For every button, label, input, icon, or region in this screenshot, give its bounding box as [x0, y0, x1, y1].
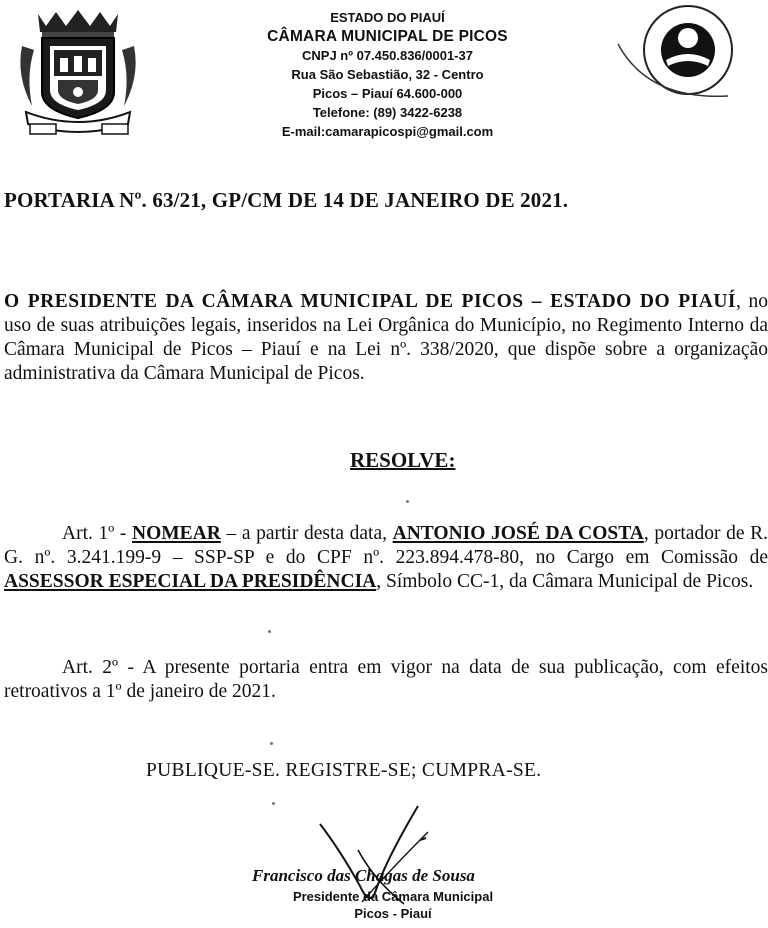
article-1-verb: NOMEAR: [132, 523, 221, 544]
chamber-seal-icon: [608, 4, 758, 104]
signatory-place: Picos - Piauí: [354, 906, 432, 921]
preamble-authority: O PRESIDENTE DA CÂMARA MUNICIPAL DE PICOS – ESTADO DO PIAUÍ: [4, 291, 737, 312]
document-title: PORTARIA Nº. 63/21, GP/CM DE 14 DE JANEIRO DE 2021.: [4, 188, 569, 212]
article-1-text-2: , portador de R. G. nº. 3.241.199-9 – SSP-SP e do CPF nº. 223.894.478-80, no Cargo em Comissão de: [4, 523, 768, 568]
article-1-prefix: Art. 1º -: [62, 523, 133, 544]
preamble-paragraph: [4, 290, 768, 386]
appointed-role: ASSESSOR ESPECIAL DA PRESIDÊNCIA: [4, 571, 377, 592]
phone-line: Telefone: (89) 3422-6238: [312, 105, 463, 120]
signatory-name: Francisco das Chagas de Sousa: [252, 866, 475, 885]
article-1-text-3: , Símbolo CC-1, da Câmara Municipal de Picos.: [376, 571, 754, 592]
appointee-name: ANTONIO JOSÉ DA COSTA: [392, 523, 644, 544]
signatory-title: Presidente da Câmara Municipal: [292, 889, 494, 904]
article-1-text-1: – a partir desta data,: [220, 523, 393, 544]
cnpj-line: CNPJ nº 07.450.836/0001-37: [302, 48, 473, 63]
article-1: [4, 522, 768, 594]
signatory-role: [262, 888, 524, 922]
address-line: Rua São Sebastião, 32 - Centro: [291, 67, 484, 82]
closing-formula: PUBLIQUE-SE. REGISTRE-SE; CUMPRA-SE.: [146, 760, 542, 781]
preamble-text: , no uso de suas atribuições legais, inseridos na Lei Orgânica do Município, no Regimento Interno da Câmara Municipal de Picos – Piauí e na Lei nº. 338/2020, que dispõe sobre a organização administrativa da Câmara Municipal de Picos.: [4, 291, 768, 384]
state-name: ESTADO DO PIAUÍ: [330, 10, 445, 25]
resolve-heading: RESOLVE:: [350, 448, 456, 472]
email-line: E-mail:camarapicospi@gmail.com: [281, 124, 494, 139]
chamber-name: CÂMARA MUNICIPAL DE PICOS: [267, 28, 508, 45]
article-2: [4, 656, 768, 704]
city-line: Picos – Piauí 64.600-000: [312, 86, 463, 101]
article-2-text: Art. 2º - A presente portaria entra em vigor na data de sua publicação, com efeitos retroativos a 1º de janeiro de 2021.: [4, 657, 768, 702]
letterhead: [0, 0, 768, 160]
coat-of-arms-icon: [12, 6, 144, 138]
